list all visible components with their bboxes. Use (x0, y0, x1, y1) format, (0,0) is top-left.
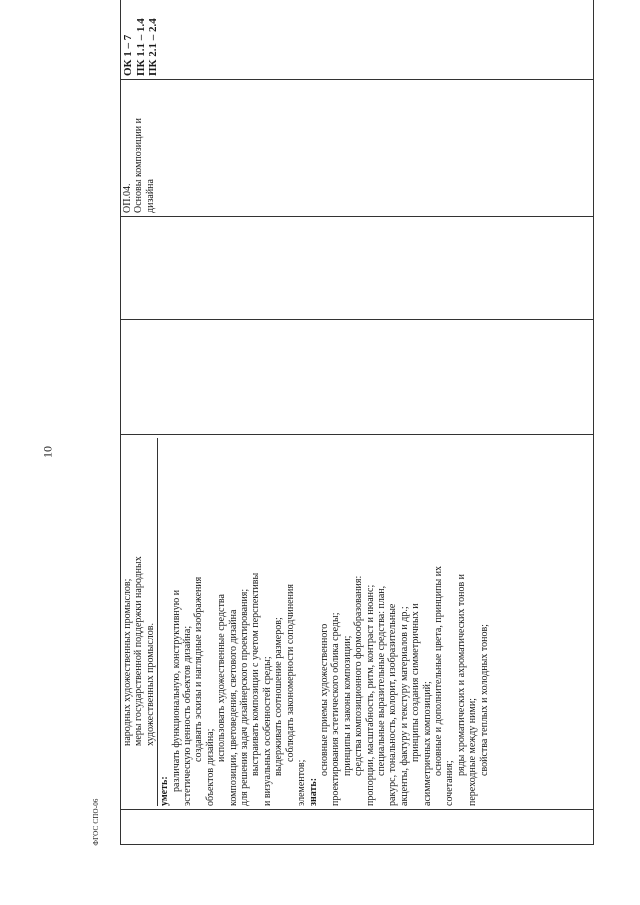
discipline-code: ОП.04. (122, 183, 133, 213)
knowledge-line: переходные между ними; (467, 698, 479, 806)
standard-table-page (120, 18, 594, 845)
requirements-cell (121, 435, 594, 810)
competencies-cell (121, 0, 594, 80)
footer-code: ФГОС СПО-06 (92, 798, 100, 846)
knowledge-line: ряды хроматических и ахроматических тонов и (455, 573, 467, 776)
hours-cell (121, 320, 594, 435)
continued-content (122, 438, 158, 806)
skill-line: различать функциональную, конструктивную и (170, 589, 182, 792)
knowledge-line: ракурс, тональность, колорит, изобразительные (387, 603, 399, 806)
knowledge-line: основные и дополнительные цвета, принципы их (432, 565, 444, 776)
standard-table (120, 0, 594, 845)
knowledge-line: асимметричных композиций; (421, 681, 433, 806)
competency-code: ОК 1 – 7 (122, 34, 134, 76)
max-hours-cell (121, 217, 594, 320)
skill-line: и визуальных особенностей среды; (261, 656, 273, 806)
knowledge-line: сочетания; (444, 760, 456, 806)
knowledge-line: проектирования эстетического облика среды; (330, 612, 342, 806)
discipline-cell (121, 80, 594, 217)
content-line: художественных промыслов. (144, 623, 156, 746)
skill-line: для решения задач дизайнерского проектирования; (239, 588, 251, 806)
competency-code: ПК 2.1 – 2.4 (147, 18, 159, 76)
knowledge-line: специальные выразительные средства: план, (375, 585, 387, 776)
skill-line: соблюдать закономерности соподчинения (284, 584, 296, 762)
discipline-name: Основы композиции и дизайна (133, 118, 156, 213)
page-number: 10 (40, 446, 55, 458)
skill-line: создавать эскизы и наглядные изображения (193, 576, 205, 762)
index-cell (121, 810, 594, 845)
skill-line: композиции, цветоведения, светового дизайна (227, 609, 239, 806)
knowledge-line: принципы создания симметричных и (410, 603, 422, 762)
knowledge-line: пропорции, масштабность, ритм, контраст и нюанс; (364, 584, 376, 806)
skill-line: выдерживать соотношение размеров; (273, 617, 285, 776)
skill-line: объектов дизайна; (204, 728, 216, 806)
knowledge-line: свойства теплых и холодных тонов; (478, 624, 490, 776)
content-line: меры государственной поддержки народных (133, 556, 145, 746)
knowledge-line: принципы и законы композиции; (341, 635, 353, 776)
skill-line: использовать художественные средства (216, 594, 228, 762)
knowledge-header: знать: (307, 777, 319, 806)
knowledge-line: акценты, фактуру и текстуру материалов и др.; (398, 606, 410, 806)
skill-line: выстраивать композиции с учетом перспективы (250, 572, 262, 776)
knowledge-line: средства композиционного формообразования: (353, 575, 365, 776)
competency-code: ПК 1.1 – 1.4 (134, 18, 147, 76)
knowledge-line: основные приемы художественного (318, 623, 330, 776)
skill-line: элементов; (296, 759, 308, 806)
table-row (121, 0, 594, 845)
content-line: народных художественных промыслов; (122, 578, 133, 746)
skill-line: эстетическую ценность объектов дизайна; (182, 625, 194, 806)
skills-header: уметь: (159, 776, 171, 806)
